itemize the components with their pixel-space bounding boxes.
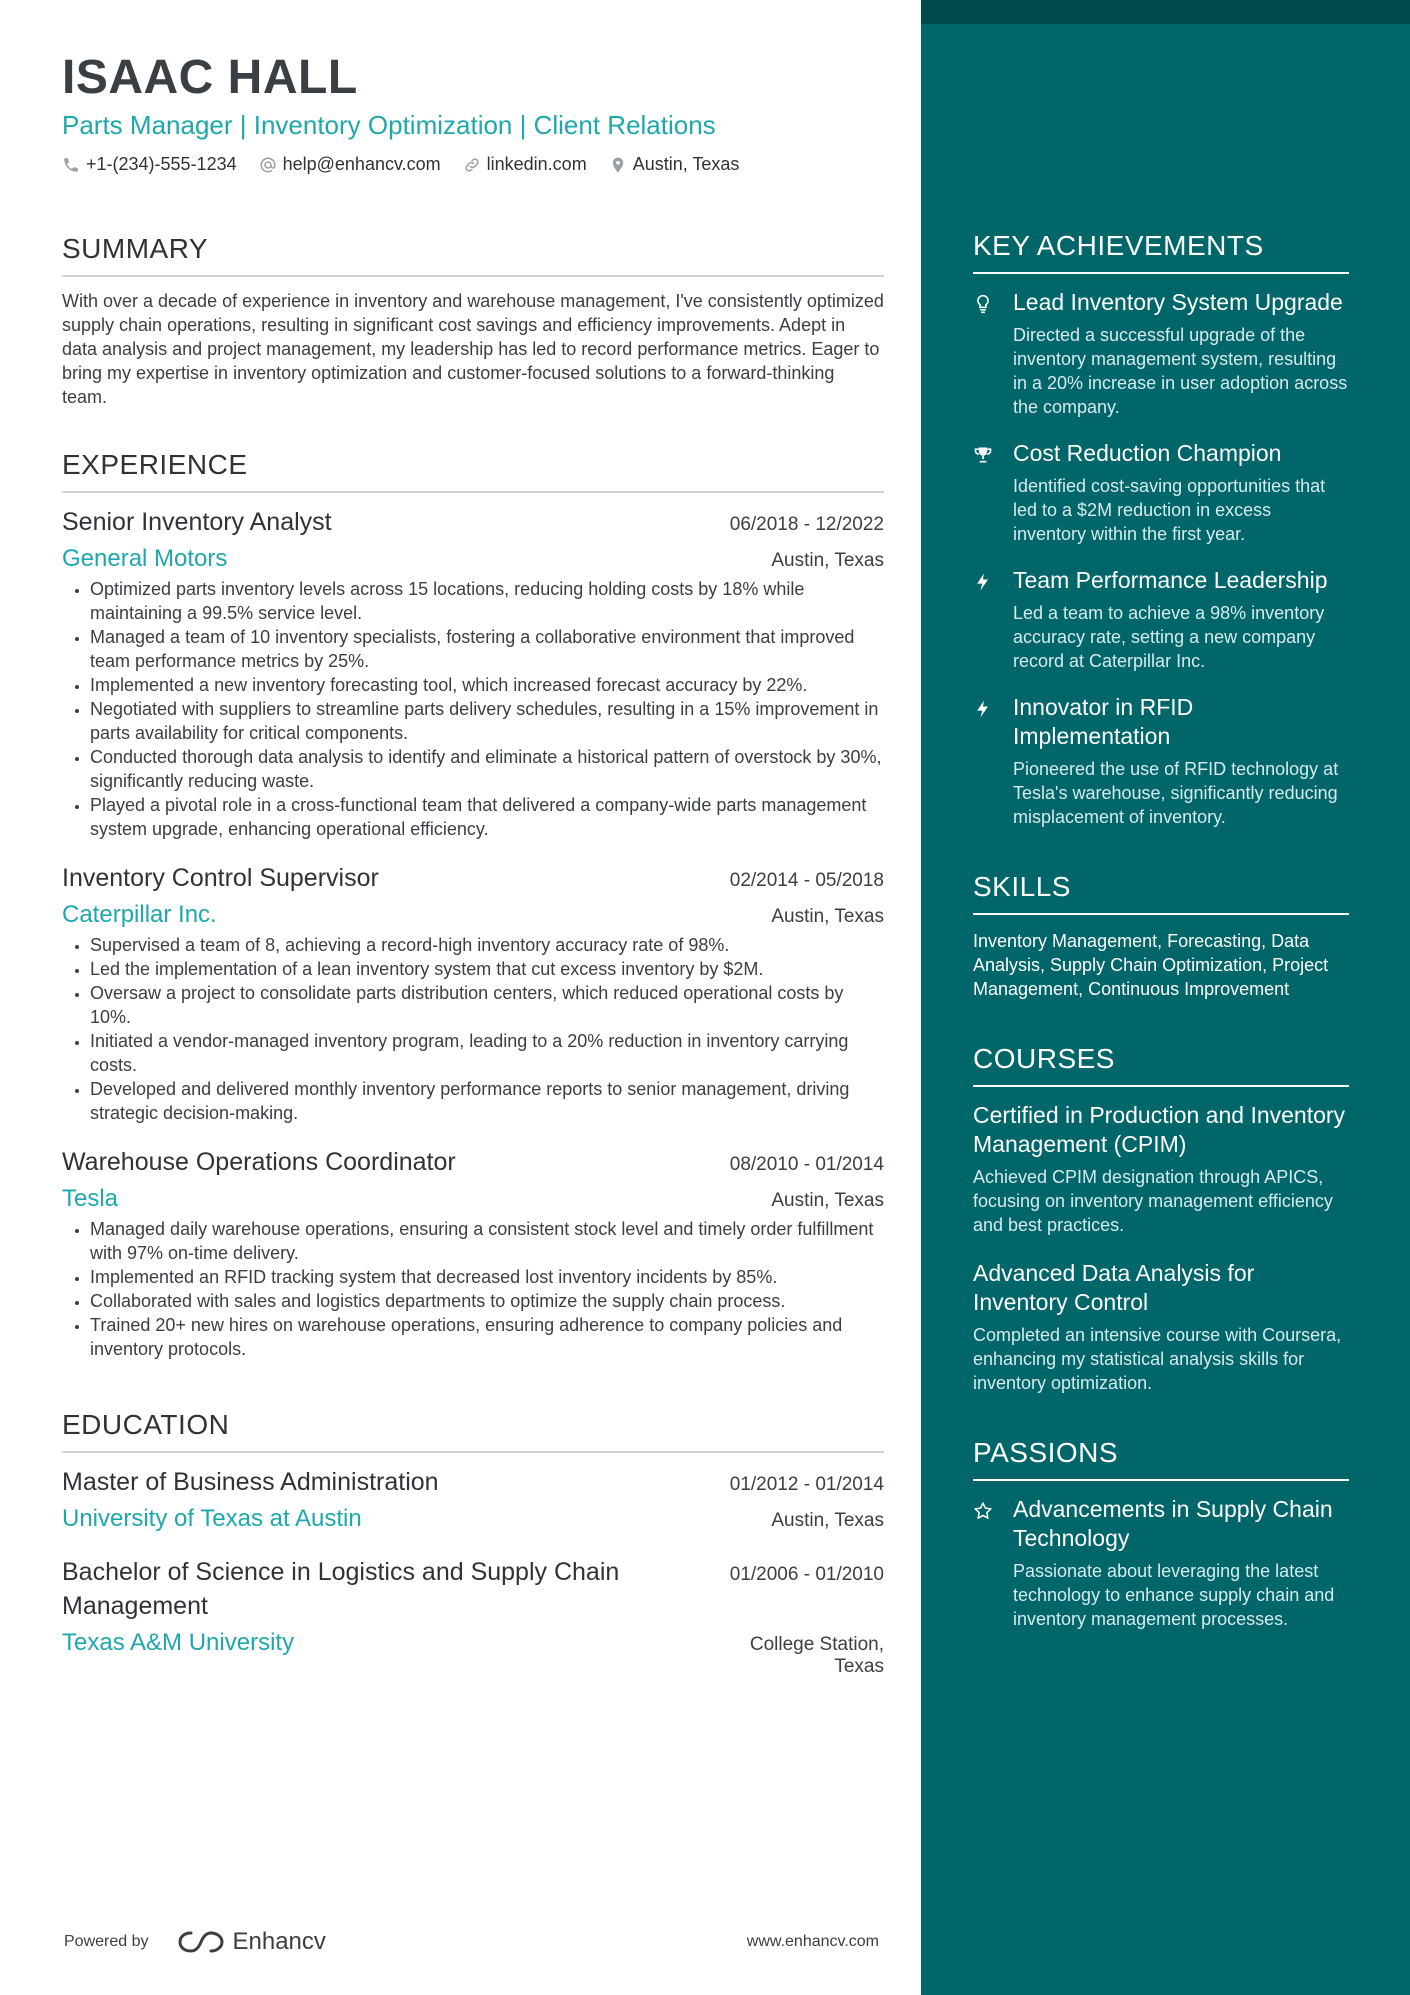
summary-divider <box>62 275 884 277</box>
summary-heading: SUMMARY <box>62 233 209 264</box>
education-dates: 01/2012 - 01/2014 <box>729 1474 884 1495</box>
achievement-title: Cost Reduction Champion <box>1013 440 1282 466</box>
course-title: Advanced Data Analysis for Inventory Control <box>973 1260 1255 1315</box>
job-bullet: • Developed and delivered monthly inventory performance reports to senior management, driving strategic decision-making. <box>90 1077 884 1125</box>
job-bullet: • Supervised a team of 8, achieving a record-high inventory accuracy rate of 98%. <box>90 933 884 957</box>
linkedin-text[interactable]: linkedin.com <box>486 154 587 174</box>
achievement-item <box>973 693 1349 829</box>
job-bullet: • Optimized parts inventory levels across 15 locations, reducing holding costs by 18% while maintaining a 99.5% service level. <box>90 577 884 625</box>
job-bullet: • Managed daily warehouse operations, ensuring a consistent stock level and timely order fulfillment with 97% on-time delivery. <box>90 1217 884 1265</box>
achievements-heading: KEY ACHIEVEMENTS <box>973 230 1264 261</box>
job-entry <box>62 861 884 1125</box>
job-dates: 06/2018 - 12/2022 <box>729 514 884 535</box>
education-heading: EDUCATION <box>62 1409 230 1440</box>
achievement-desc: Identified cost-saving opportunities that led to a $2M reduction in excess inventory within the first year. <box>1013 476 1326 544</box>
job-bullets <box>62 1217 884 1361</box>
enhancv-logo[interactable] <box>177 1928 326 1956</box>
passion-desc: Passionate about leveraging the latest technology to enhance supply chain and inventory management processes. <box>1013 1561 1335 1629</box>
passions-heading: PASSIONS <box>973 1437 1119 1468</box>
degree-title: Bachelor of Science in Logistics and Supply Chain Management <box>62 1558 620 1620</box>
school-location: College Station, Texas <box>749 1634 884 1677</box>
link-icon <box>463 156 481 174</box>
job-dates: 02/2014 - 05/2018 <box>729 870 884 891</box>
contact-location <box>609 154 740 175</box>
achievement-title: Innovator in RFID Implementation <box>1013 694 1194 749</box>
courses-heading: COURSES <box>973 1043 1115 1074</box>
job-bullet: • Played a pivotal role in a cross-functional team that delivered a company-wide parts management system upgrade, enhancing operational efficiency. <box>90 793 884 841</box>
candidate-name: ISAAC HALL <box>62 51 358 104</box>
job-bullet: • Led the implementation of a lean inventory system that cut excess inventory by $2M. <box>90 957 884 981</box>
footer-url[interactable]: www.enhancv.com <box>746 1933 879 1950</box>
footer <box>64 1928 879 1956</box>
course-item <box>973 1101 1349 1237</box>
degree-title: Master of Business Administration <box>62 1468 439 1496</box>
education-divider <box>62 1451 884 1453</box>
job-title: Warehouse Operations Coordinator <box>62 1148 456 1176</box>
job-bullet: • Implemented a new inventory forecasting tool, which increased forecast accuracy by 22%. <box>90 673 884 697</box>
phone-icon <box>62 156 80 174</box>
email-text[interactable]: help@enhancv.com <box>282 154 441 174</box>
job-bullet: • Managed a team of 10 inventory specialists, fostering a collaborative environment that improved team performance metrics by 25%. <box>90 625 884 673</box>
contact-email[interactable] <box>259 154 441 175</box>
school-location: Austin, Texas <box>771 1510 884 1531</box>
achievement-item <box>973 566 1349 673</box>
job-bullet: • Negotiated with suppliers to streamline parts delivery schedules, resulting in a 15% improvement in parts availability for critical components. <box>90 697 884 745</box>
enhancv-logo-icon <box>177 1929 225 1955</box>
passion-title: Advancements in Supply Chain Technology <box>1013 1496 1333 1551</box>
job-title: Inventory Control Supervisor <box>62 864 379 892</box>
education-dates: 01/2006 - 01/2010 <box>729 1564 884 1585</box>
school-name: University of Texas at Austin <box>62 1505 362 1532</box>
job-title: Senior Inventory Analyst <box>62 508 332 536</box>
passion-item <box>973 1495 1349 1631</box>
company-name: General Motors <box>62 545 228 572</box>
phone-text: +1-(234)-555-1234 <box>86 154 237 174</box>
lightning-icon <box>973 699 993 719</box>
achievement-item <box>973 288 1349 419</box>
job-entry <box>62 1145 884 1361</box>
lightbulb-icon <box>973 294 993 314</box>
job-bullets <box>62 933 884 1125</box>
achievements-divider <box>973 272 1349 274</box>
location-pin-icon <box>609 156 627 174</box>
education-entry <box>62 1465 884 1535</box>
job-entry <box>62 505 884 841</box>
sidebar <box>921 0 1410 1995</box>
experience-divider <box>62 491 884 493</box>
contact-bar <box>62 154 884 175</box>
courses-divider <box>973 1085 1349 1087</box>
candidate-tagline: Parts Manager | Inventory Optimization | Client Relations <box>62 110 716 140</box>
job-location: Austin, Texas <box>771 906 884 927</box>
job-location: Austin, Texas <box>771 1190 884 1211</box>
school-name: Texas A&M University <box>62 1629 295 1656</box>
passions-divider <box>973 1479 1349 1481</box>
achievement-desc: Directed a successful upgrade of the inventory management system, resulting in a 20% increase in user adoption across the company. <box>1013 325 1348 417</box>
job-location: Austin, Texas <box>771 550 884 571</box>
achievement-title: Lead Inventory System Upgrade <box>1013 289 1343 315</box>
location-text: Austin, Texas <box>632 154 740 174</box>
job-bullet: • Collaborated with sales and logistics departments to optimize the supply chain process. <box>90 1289 884 1313</box>
course-desc: Achieved CPIM designation through APICS, focusing on inventory management efficiency and best practices. <box>973 1167 1333 1235</box>
contact-phone <box>62 154 237 175</box>
achievement-title: Team Performance Leadership <box>1013 567 1328 593</box>
skills-divider <box>973 913 1349 915</box>
skills-heading: SKILLS <box>973 871 1071 902</box>
job-bullet: • Implemented an RFID tracking system that decreased lost inventory incidents by 85%. <box>90 1265 884 1289</box>
job-dates: 08/2010 - 01/2014 <box>729 1154 884 1175</box>
skills-text: Inventory Management, Forecasting, Data Analysis, Supply Chain Optimization, Project Management, Continuous Improvement <box>973 931 1329 999</box>
achievement-desc: Pioneered the use of RFID technology at Tesla's warehouse, significantly reducing misplacement of inventory. <box>1013 759 1339 827</box>
job-bullets <box>62 577 884 841</box>
sidebar-top-bar <box>921 0 1410 24</box>
achievement-item <box>973 439 1349 546</box>
course-desc: Completed an intensive course with Coursera, enhancing my statistical analysis skills for inventory optimization. <box>973 1325 1342 1393</box>
company-name: Caterpillar Inc. <box>62 901 217 928</box>
at-icon <box>259 156 277 174</box>
lightning-icon <box>973 572 993 592</box>
job-bullet: • Conducted thorough data analysis to identify and eliminate a historical pattern of overstock by 30%, significantly reducing waste. <box>90 745 884 793</box>
trophy-icon <box>973 445 993 465</box>
course-title: Certified in Production and Inventory Management (CPIM) <box>973 1102 1346 1157</box>
company-name: Tesla <box>62 1185 119 1212</box>
powered-by-label: Powered by <box>64 1933 149 1950</box>
contact-linkedin[interactable] <box>463 154 587 175</box>
summary-text: With over a decade of experience in inventory and warehouse management, I've consistently optimized supply chain operations, resulting in significant cost savings and efficiency improvements. Adept in data analysis and project management, my leadership has led to record performance metrics. Eager to bring my expertise in inventory optimization and customer-focused solutions to a forward-thinking team. <box>62 291 884 407</box>
achievement-desc: Led a team to achieve a 98% inventory accuracy rate, setting a new company record at Caterpillar Inc. <box>1013 603 1325 671</box>
job-bullet: • Oversaw a project to consolidate parts distribution centers, which reduced operational costs by 10%. <box>90 981 884 1029</box>
course-item <box>973 1259 1349 1395</box>
star-icon <box>973 1501 993 1521</box>
brand-name: Enhancv <box>232 1928 326 1955</box>
job-bullet: • Initiated a vendor-managed inventory program, leading to a 20% reduction in inventory carrying costs. <box>90 1029 884 1077</box>
experience-heading: EXPERIENCE <box>62 449 248 480</box>
education-entry <box>62 1555 884 1678</box>
job-bullet: • Trained 20+ new hires on warehouse operations, ensuring adherence to company policies and inventory protocols. <box>90 1313 884 1361</box>
